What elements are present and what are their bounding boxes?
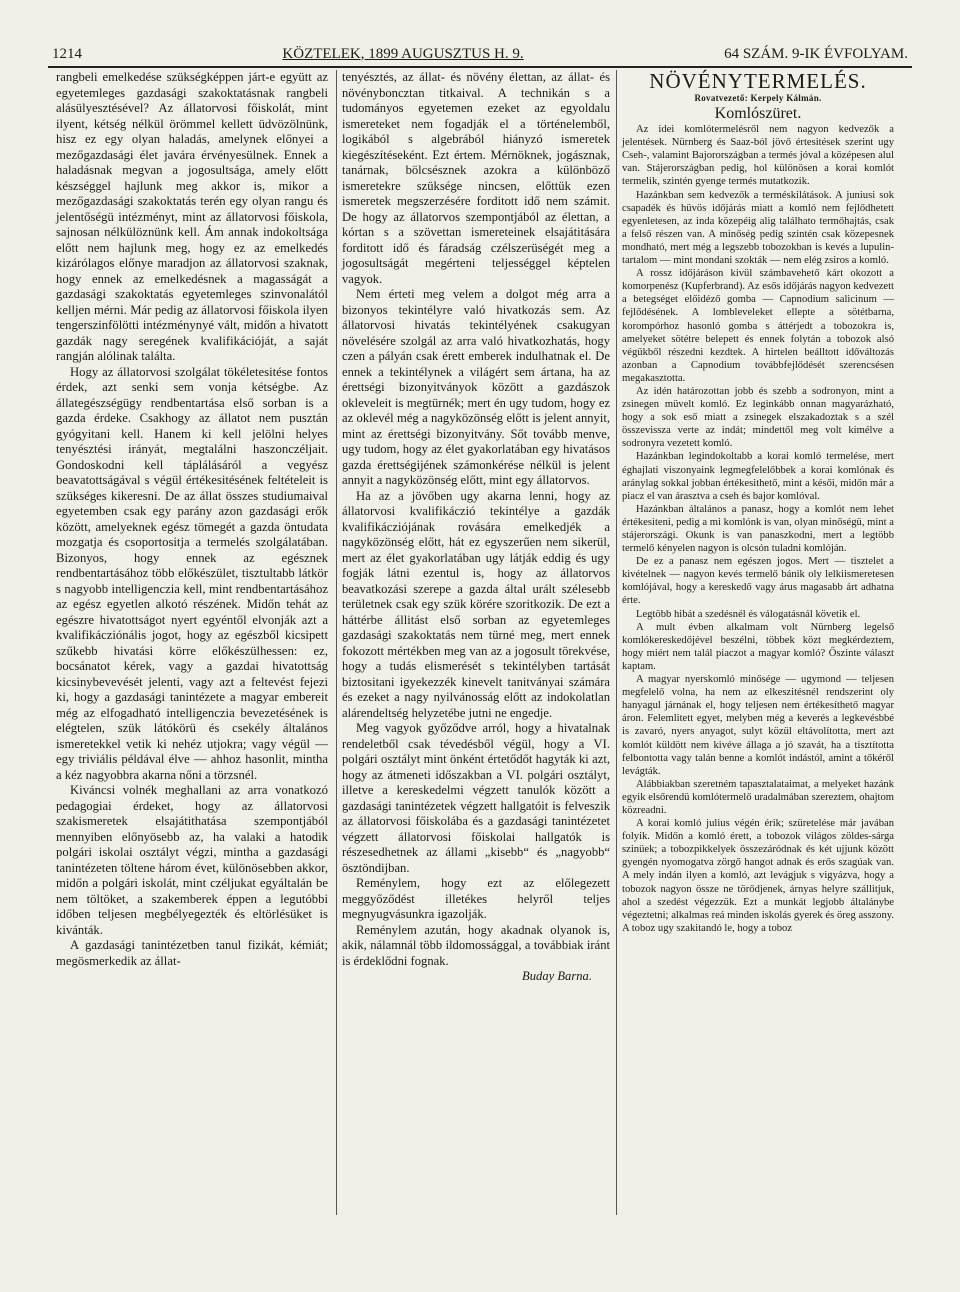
paragraph: Hazánkban általános a panasz, hogy a komlót nem lehet értékesiteni, pedig a mi komlónk is van, olyan minőségü, mint a stájerországi. Okunk is van panaszkodni, mert a legtöbb termelő kényelen nagyon is olcsón tuladni komlóján. <box>622 503 894 555</box>
paragraph: De ez a panasz nem egészen jogos. Mert — tisztelet a kivételnek — nagyon kevés termelő bánik oly lelkiismeretesen komlójával, hogy a kereskedő vagy árus magasabb árt adhatna érte. <box>622 556 894 607</box>
section-editor: Rovatvezető: Kerpely Kálmán. <box>694 93 822 103</box>
paragraph: Az idei komlótermelésről nem nagyon kedvezők a jelentések. Nürnberg és Saaz-ból jövő értesitések szerint ugy Cseh-, valamint Bajorországban a termés jóval a középesen alul van. Stájerországban pedig, hol különösen a korai komlót termelik, szintén gyenge termés mutatkozik. <box>622 124 894 188</box>
paragraph: A gazdasági tanintézetben tanul fizikát, kémiát; megösmerkedik az állat- <box>56 938 328 968</box>
section-column-3 <box>622 70 894 935</box>
paragraph: Ha az a jövőben ugy akarna lenni, hogy az állatorvosi kvalifikáczió tekintélye a gazdák kvalifikácziójának rovására emelkedjék a nagyközönség előtt, hát ez egyszerűen nem sikerül, mert az élet gyakorlatában ugy látják eddig és ugy fogják látni ezentul is, hogy az állatorvos beavatkozási szerepe a gazda által urált szélesebb területnek csak egy szük körére szoritkozik. De ezt a háttérbe állitást első sorban az egyetemleges gazdasági szakoktatás nem türné meg, mert ennek fokozott mértékben meg van az a jogosult törekvése, hogy a tudás elismerését s tekintélyben tartását biztositani igyekezzék kinevelt tanitványai számára és ezeket a nagy nyilvánosság előtt az indokolatlan alárendeltség helyzetébe jutni ne engedje. <box>342 488 610 720</box>
page-number: 1214 <box>52 45 82 62</box>
header-rule <box>48 66 912 68</box>
paragraph: Reménylem azután, hogy akadnak olyanok is, akik, nálamnál több ildomossággal, a továbbiak iránt is érdeklődni fognak. <box>342 922 610 968</box>
paragraph: A rossz időjáráson kivül számbavehető kárt okozott a komorpenész (Kupferbrand). Az esős időjárás nagyon kedvezett a betegséget előidéző gomba — Capnodium salicinum — fejlődésének. A lombleveleket ellepte a sötétbarna, korompórhoz hasonló gomba s áttérjedt a tobozokra is, amelyeket sötétre belepett és ennek folytán a tobozok alsó végükből részedni kezdtek. A hirtelen beálltott időváltozás azonban a Capnodium továbbfejlődését szerencsésen megakasztotta. <box>622 268 894 384</box>
paragraph: Meg vagyok győződve arról, hogy a hivatalnak rendeletből csak tévedésből végül, hogy a VI. polgári osztályt mint önként értetődőt hagyták ki azt, hogy az átmeneti időszakban a VI. polgári osztályt, illetve a kereskedelmi végzett tanulók között a gazdasági tanintézetek végzett hallgatóit is felveszik az állatorvosi főiskolába és a gazdasági tanintézetet végzett állatorvosi főiskolai hallgatók is részesedhetnek az állami „kisebb“ és „nagyobb“ ösztöndijban. <box>342 721 610 875</box>
paragraph: Legtöbb hibát a szedésnél és válogatásnál követik el. <box>636 608 861 620</box>
paragraph: Reménylem, hogy ezt az előlegezett meggyőződést illetékes helyről teljes megnyugvásunkra igazolják. <box>342 876 610 921</box>
section-title: NÖVÉNYTERMELÉS. <box>649 69 867 93</box>
column-divider <box>336 70 337 1215</box>
paragraph: rangbeli emelkedése szükségképpen járt-e együtt az egyetemleges gazdasági szakoktatásnak rangbeli alásülyesztésével? Az állatorvosi főiskolát, mint ilyent, kétség nélkül örömmel kellett üdvözölnünk, hisz ez egy olyan haladás, amelynek előnyei a mezőgazdasági élet javára érvényesülnek. Ennek a haladásnak megvan a jogosultsága, amely előtt készséggel hajlunk meg akkor is, mikor a mezőgazdasági szakoktatás terén egy olyan rangu és jelentőségü intézményt, mint az állatorvosi főiskola, sajnosan nélkülöznünk kell. Ám annak indokoltsága előtt nem hajlunk meg, hogy ez az emelkedés kizárólagos előnye maradjon az állatorvosi szaknak, hogy ennek az emelkedésnek a magasságát a gazdasági szakoktatás egyetemleges szinvonalától kelljen mérni. Már pedig az állatorvosi főiskola ilyen tengerszinfölötti intézménynyé vált, midőn a hivatott gazdák nagy seregének kvalifikációját, a saját rangján alólinak találta. <box>56 70 328 363</box>
article-column-2 <box>342 70 610 985</box>
paragraph: tenyésztés, az állat- és növény élettan, az állat- és növényboncztan titkaival. A technikán s a tudományos egyetemen ezeket az egyoldalu ismereteket nem fogadják el a történelemből, logikából s algebrából hiányzó ismeretek kiegészítéseként. Ezt értem. Mérnöknek, jogásznak, tanárnak, bölcsésznek azokra a különböző ismeretekre szüksége nincsen, előttük ezen ismeretek megszerzésére forditott idő nem számit. De hogy az állatorvos szempontjából az élettan, a kórtan s a szövettan ismereteinek elsajátitására forditott idő és fáradság czélszerüségét meg a jogosultságát megérteni teljességgel képtelen vagyok. <box>342 70 610 286</box>
column-divider <box>616 70 617 1215</box>
article-column-1 <box>56 70 328 969</box>
issue-number: 64 SZÁM. 9-IK ÉVFOLYAM. <box>724 45 908 62</box>
page-header <box>52 44 908 64</box>
paragraph: Az idén határozottan jobb és szebb a sodronyon, mint a zsinegen müvelt komló. Ez leginkább onnan magyarázható, hogy a sok eső miatt a zsinegek elszakadoztak s a szél összevissza verte az indát; mindettől meg volt kimélve a sodronyra vezetett komló. <box>622 385 894 450</box>
paragraph: Hazánkban sem kedvezők a terméskilátások. A juniusi sok csapadék és hüvös időjárás miatt a komló nem fejlődhetett egyenletesen, az inda közepéig alig találhato termőhajtás, csak a felső részen van. A minőség pedig szintén csak közepesnek mondható, mert még a legszebb tobozokban is kevés a lupulin-tartalom — mint mondani szokták — nem elég zsiros a komló. <box>622 189 894 267</box>
article-title: Komlószüret. <box>714 105 802 123</box>
paragraph: A korai komló julius végén érik; szüretelése már javában folyik. Midőn a komló érett, a tobozok világos zöldes-sárga szinüek; a tobozpikkelyek összezáródnak és két ujjunk között gyengén nyomogatva zörgő hangot adnak és erős szagúak van. A mely indán ilyen a komló, azt levágjuk s vigyázva, hogy a tobozok nagyon össze ne törődjenek, árnyas helyre szállitjuk, ahol a szedést végezzük. Ezt a munkát legjobb általánybe végeztetni; alkalmas reá minden iskolás gyerek és öreg asszony. A toboz ugy szakitandó le, hogy a toboz <box>622 818 894 934</box>
paragraph: A magyar nyerskomló minősége — ugymond — teljesen megfelelő volna, ha nem az elkeszitésnél rendszerint oly hanyagul járnának el, hogy teljesen nem értékesíthető magyar áron. Felemlitett egyet, melyben még a keverés a legkevésbbé is zavaró, nyers anyagot, sulyt közül eltávolította, mert azt komlót küldött nem kivéve állaga a jó szavát, ha a tisztította felbontotta vagy talán benne a komlót indástól, amint a tőkéről levágták. <box>622 674 894 777</box>
paragraph: Hazánkban legindokoltabb a korai komló termelése, mert éghajlati viszonyaink legmegfelelőbbek a korai komlónak és aránylag sokkal jobban értékesithető, mint a késői, midőn már a piacz el van árasztva a cseh és bajor komlóval. <box>622 451 894 502</box>
paragraph: Alábbiakban szeretném tapasztalataimat, a melyeket hazánk egyik elsőrendü komlótermelő uradalmában szereztem, ohajtom közreadni. <box>622 778 894 816</box>
author-signature: Buday Barna. <box>522 969 592 983</box>
paragraph: Hogy az állatorvosi szolgálat tökéletesitése fontos érdek, azt senki sem vonja kétségbe. Az állategészségügy rendbentartása első sorban is a gazda érdeke. Csakhogy az állatot nem pusztán gyógyitani kell. Hanem ki kell jelölni helyes tenyésztési irányát, megtalálni haszonczéljait. Gondoskodni kell táplálásáról a vegyész beavatottságával s végül értékesitésének feltételeit is szükséges kikeresni. De az állat összes studiumaival egyetemben csak egy parány azon gazdasági erők között, amelyeknek egész tömegét a gazda öntudata mozgatja és csoportositja a termelés szolgálatában. Bizonyos, hogy ennek az egésznek rendbentartásához több előkészület, tisztultabb látkör s nagyobb intelligenczia kell, mint rendbentartásához az egész egyetlen alkotó részének. Midőn tehát az egészre hivatottságot nyert egyéntől elvonják azt a kvalifikácziónális jogot, hogy az egészből kicsipett szűkebb hivatási körre előkészülhessen: ez, bocsánatot kérek, vagy a gazdai hivatottság kicsinybevevését jelenti, vagy azt a feltevést fejezi ki, hogy a gazdasági tanintézete a magyar embereit még az elfogadható intelligenczia bevezetésének is elégtelen, szük látókörü és csekély általános ismeretekkel vetik ki nehéz utjokra; vagy végül — egy triviális példával élve — ahhoz hasonlit, mintha a kéz nagyobbra akarna nőni a törzsnél. <box>56 364 328 782</box>
paragraph: Nem érteti meg velem a dolgot még arra a bizonyos tekintélyre való hivatkozás sem. Az állatorvosi hivatás tekintélyének csakugyan növelésére szolgál az arra való hivatkozhatás, hogy czen a pályán csak érett emberek indulhatnak el. De ennek a tekintélynek a világért sem ártana, ha az érettségi bizonyitványok között a gazdászok okleveleit is megtürnék; mert én ugy tudom, hogy ez az oklevél még a nagyközönség előtt is jelent annyit, mint az érettségi bizonyitvány. Sőt tovább menve, ugy tudom, hogy az élet gyakorlatában egy hivatásos gazda érettségijének számonkérése nélkül is jelent annyit a nagyközönség előtt, mint egy állatorvos. <box>342 287 610 487</box>
publication-title: KÖZTELEK, 1899 AUGUSZTUS H. 9. <box>282 45 524 62</box>
paragraph: A mult évben alkalmam volt Nürnberg legelső komlókereskedőjével beszélni, többek közt megkérdeztem, hogy miért nem talál piaczot a magyar komló? Őszinte választ kaptam. <box>622 621 894 672</box>
paragraph: Kiváncsi volnék meghallani az arra vonatkozó pedagogiai érdeket, hogy az állatorvosi szakismeretek elsajátithatása szempontjából mennyiben előnyösebb az, ha valaki a hatodik polgári iskolai osztályt végzi, mintha a gazdasági tanintézeten töltene három évet, különösebben akkor, midőn a polgári iskolát, mint czéljukat egyáltalán be nem töltöket, a szakemberek éppen a legutóbbi időben teljesen megbélyegezték és eltörlésüket is kivánták. <box>56 783 328 937</box>
